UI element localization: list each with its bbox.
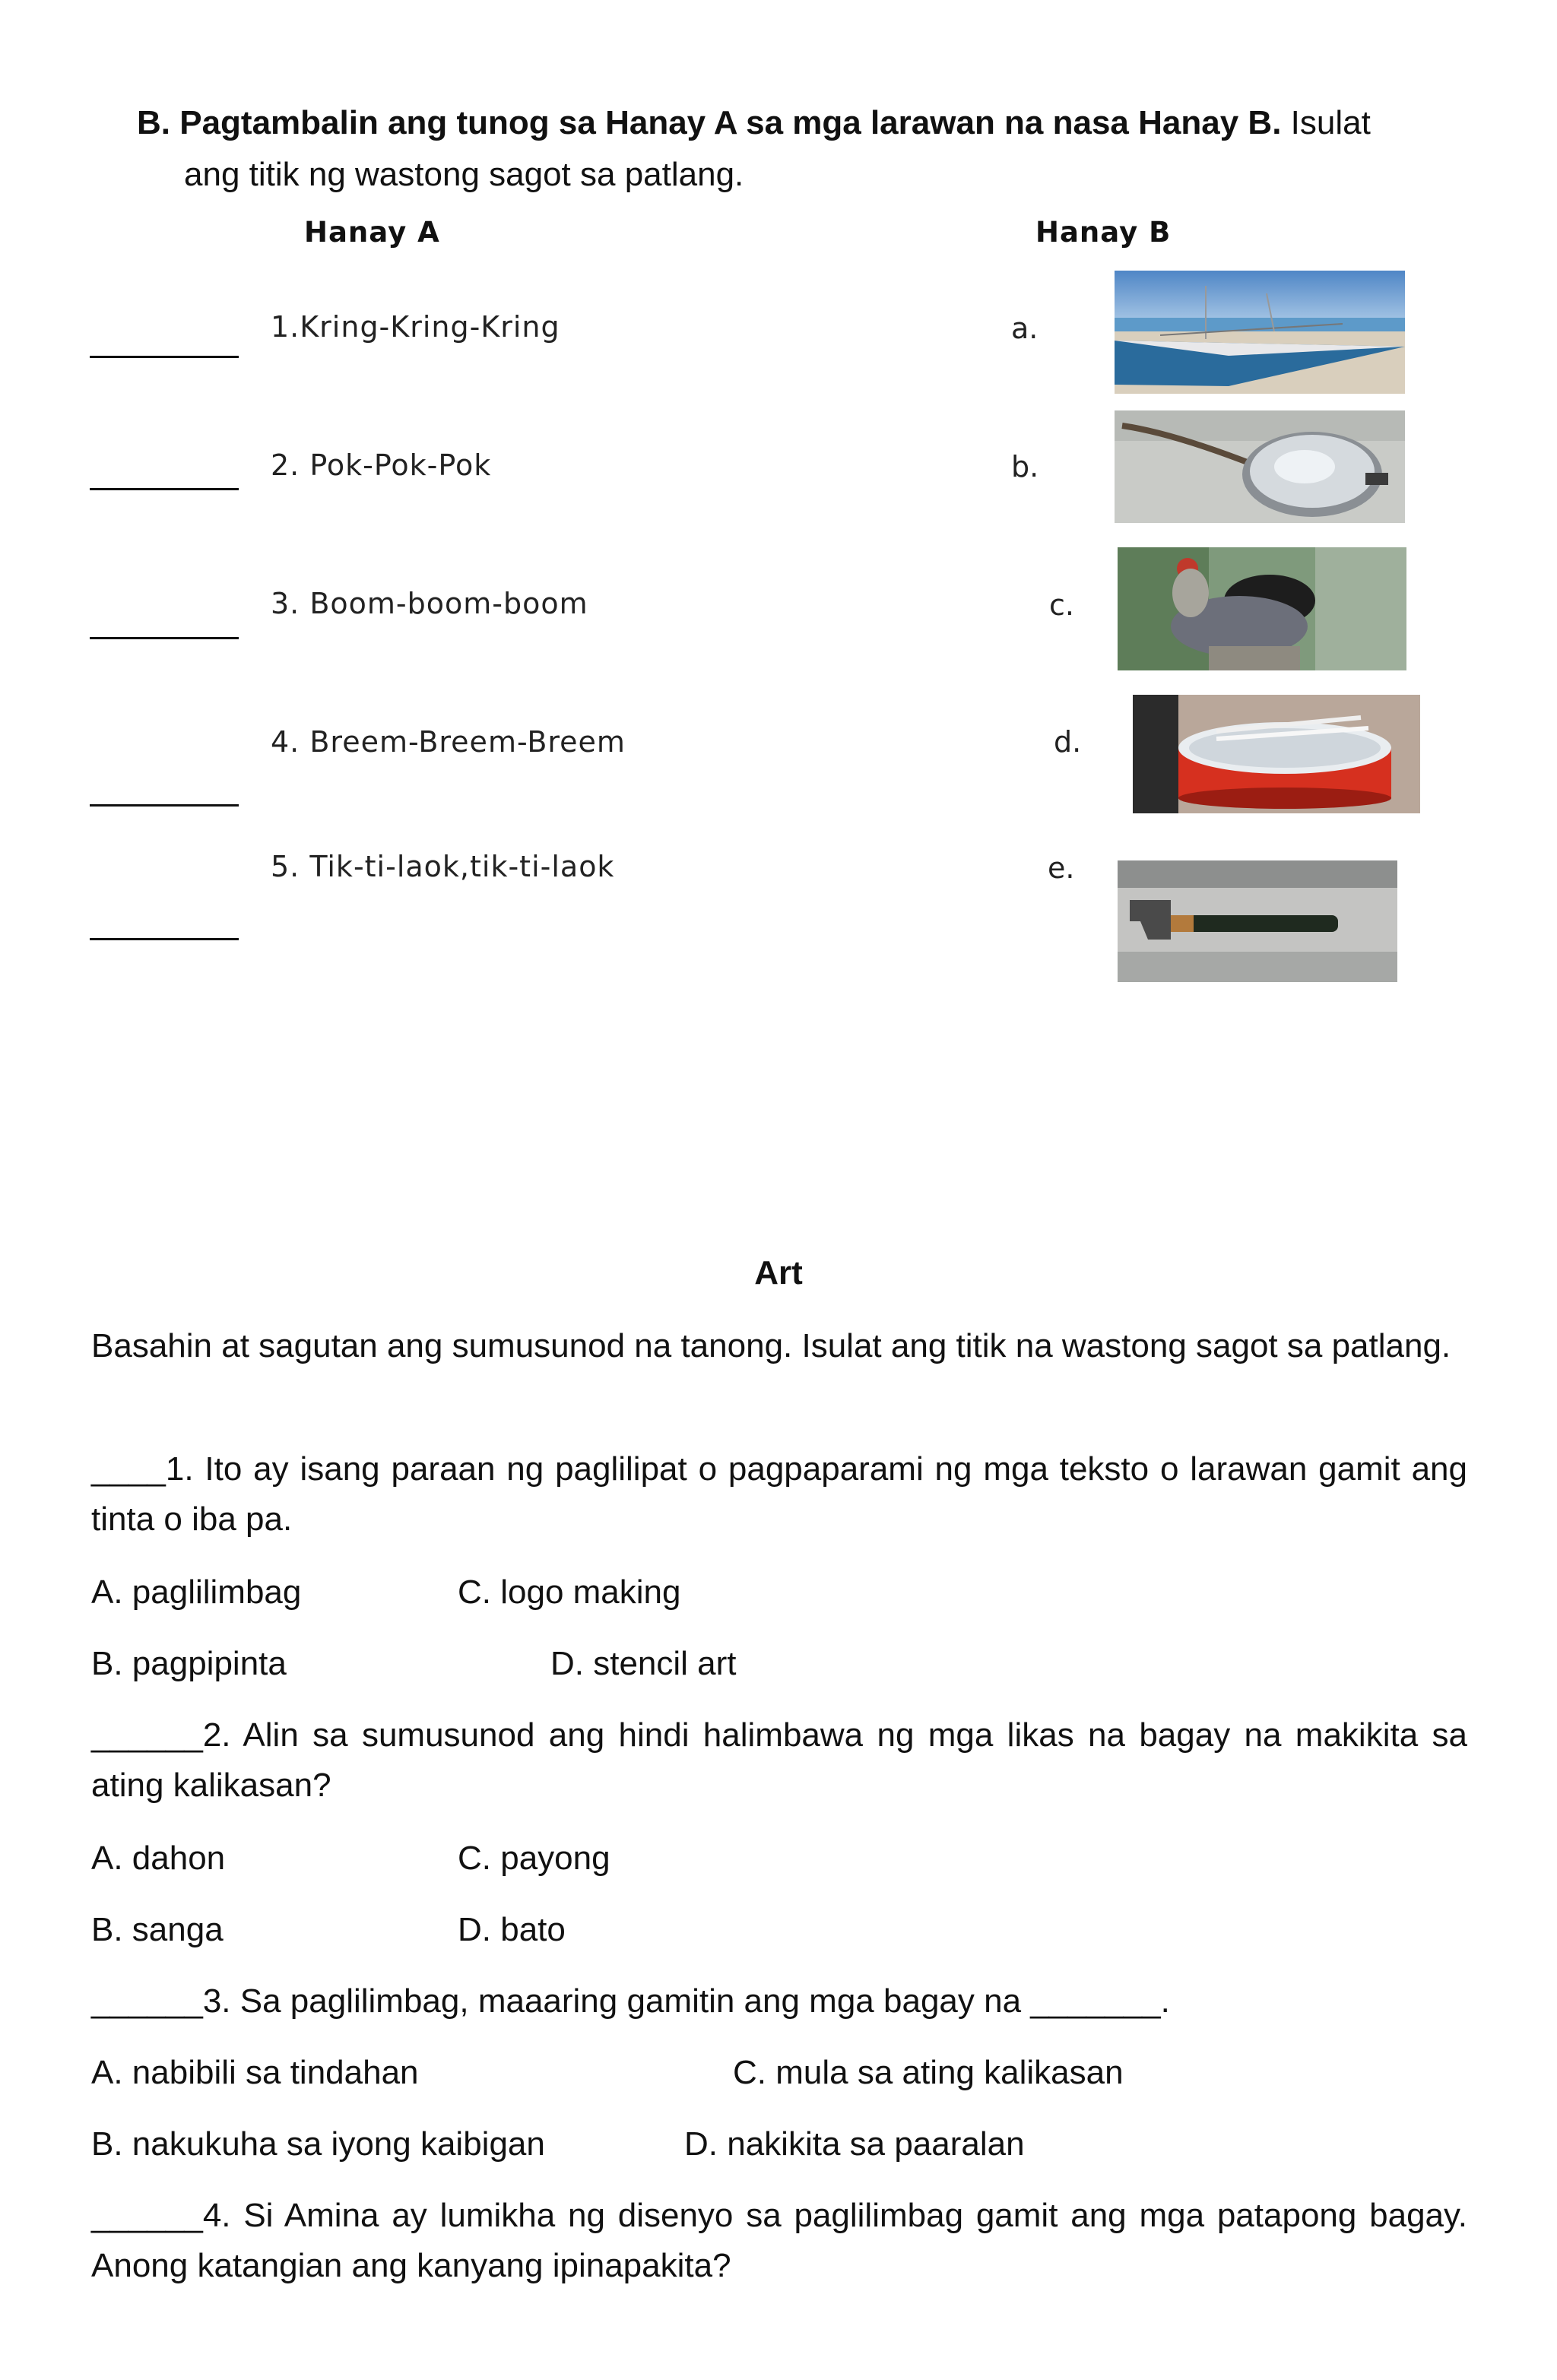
- question-3-text: 3. Sa paglilimbag, maaaring gamitin ang mga bagay na _______.: [202, 1982, 1170, 2020]
- q3-option-d[interactable]: D. nakikita sa paaralan: [684, 2125, 1025, 2163]
- sound-item-4: 4. Breem-Breem-Breem: [271, 725, 626, 759]
- answer-blank-2[interactable]: [90, 488, 239, 490]
- choice-letter-b: b.: [1011, 450, 1039, 483]
- instruction-rest: Isulat: [1281, 104, 1371, 141]
- question-2-text: 2. Alin sa sumusunod ang hindi halimbawa ng mga likas na bagay na makikita sa ating kalikasan?: [91, 1716, 1467, 1804]
- q3-option-a[interactable]: A. nabibili sa tindahan: [91, 2054, 419, 2091]
- q2-option-a[interactable]: A. dahon: [91, 1840, 226, 1877]
- hammer-picture: [1118, 860, 1397, 982]
- choice-letter-a: a.: [1011, 312, 1039, 345]
- q1-option-d[interactable]: D. stencil art: [550, 1645, 737, 1682]
- column-b-heading: Hanay B: [1035, 216, 1172, 249]
- art-instruction: Basahin at sagutan ang sumusunod na tanong. Isulat ang titik na wastong sagot sa patlang.: [91, 1327, 1451, 1364]
- question-2: [91, 1710, 1467, 1811]
- q2-option-c[interactable]: C. payong: [458, 1840, 610, 1877]
- q1-option-c[interactable]: C. logo making: [458, 1573, 681, 1611]
- question-4-text: 4. Si Amina ay lumikha ng disenyo sa paglilimbag gamit ang mga patapong bagay. Anong katangian ang kanyang ipinapakita?: [91, 2197, 1467, 2284]
- drum-picture: [1133, 695, 1420, 813]
- choice-letter-e: e.: [1048, 851, 1075, 885]
- instruction-line2: ang titik ng wastong sagot sa patlang.: [184, 156, 744, 193]
- art-heading: Art: [754, 1254, 803, 1291]
- rooster-picture: [1118, 547, 1406, 670]
- q3-option-c[interactable]: C. mula sa ating kalikasan: [733, 2054, 1124, 2091]
- q2-option-d[interactable]: D. bato: [458, 1911, 566, 1948]
- question-2-blank[interactable]: ______: [91, 1716, 203, 1754]
- choice-letter-c: c.: [1049, 588, 1074, 622]
- sound-item-2: 2. Pok-Pok-Pok: [271, 448, 492, 482]
- column-a-heading: Hanay A: [304, 216, 440, 249]
- q2-option-b[interactable]: B. sanga: [91, 1911, 224, 1948]
- answer-blank-4[interactable]: [90, 804, 239, 807]
- q1-option-a[interactable]: A. paglilimbag: [91, 1573, 302, 1611]
- sound-item-3: 3. Boom-boom-boom: [271, 587, 588, 620]
- choice-letter-d: d.: [1054, 725, 1082, 759]
- section-label: B.: [137, 104, 170, 141]
- question-4: [91, 2191, 1467, 2291]
- question-4-blank[interactable]: ______: [91, 2197, 203, 2234]
- answer-blank-1[interactable]: [90, 356, 239, 358]
- sound-item-5: 5. Tik-ti-laok,tik-ti-laok: [271, 850, 615, 883]
- answer-blank-3[interactable]: [90, 637, 239, 639]
- q3-option-b[interactable]: B. nakukuha sa iyong kaibigan: [91, 2125, 545, 2163]
- section-b-instruction: [137, 97, 1460, 201]
- question-1-text: 1. Ito ay isang paraan ng paglilipat o pagpaparami ng mga teksto o larawan gamit ang tinta o iba pa.: [91, 1450, 1467, 1538]
- q1-option-b[interactable]: B. pagpipinta: [91, 1645, 287, 1682]
- sound-item-1: 1.Kring-Kring-Kring: [271, 310, 560, 344]
- answer-blank-5[interactable]: [90, 938, 239, 940]
- question-1-blank[interactable]: ____: [91, 1450, 166, 1488]
- question-3-blank[interactable]: ______: [91, 1982, 203, 2020]
- question-3: [91, 1976, 1467, 2027]
- boat-on-beach-picture: [1115, 271, 1405, 394]
- question-1: [91, 1444, 1467, 1545]
- instruction-bold: Pagtambalin ang tunog sa Hanay A sa mga larawan na nasa Hanay B.: [179, 104, 1282, 141]
- bicycle-bell-picture: [1115, 410, 1405, 523]
